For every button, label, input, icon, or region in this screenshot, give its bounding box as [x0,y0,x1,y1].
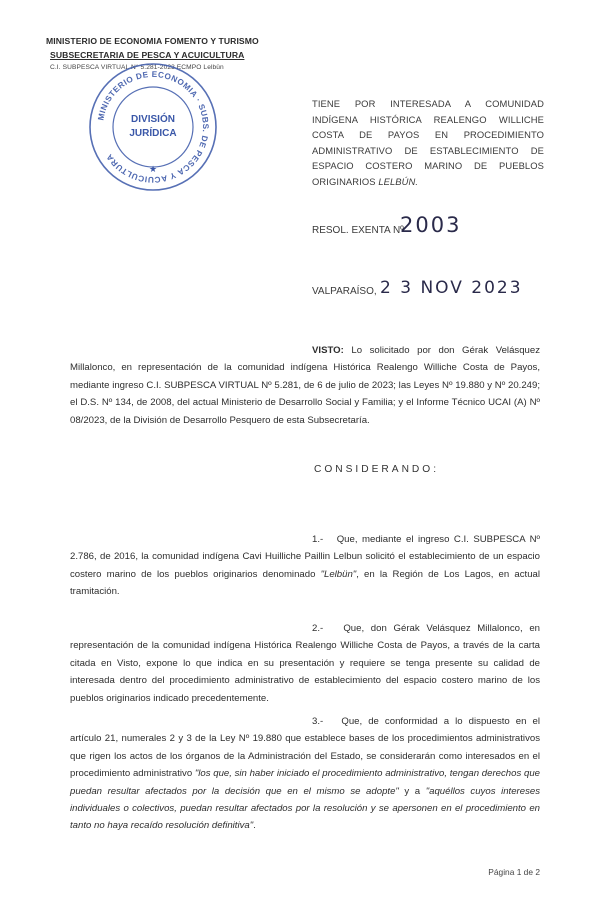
considerando-paragraph-2 [70,620,540,707]
dateline-place: VALPARAÍSO, [312,286,377,297]
paragraph-text: Que, mediante el ingreso C.I. SUBPESCA Nº 2.786, de 2016, la comunidad indígena Cavi Huilliche Paillin Lelbun solicitó el establecimiento de un espacio costero marino de los pueblos originarios denominado [70,534,540,580]
reference-line: C.I. SUBPESCA VIRTUAL N° 5.281-2023 ECMPO Lelbün [50,64,224,71]
stamp-ring-text: MINISTERIO DE ECONOMIA · SUBS. DE PESCA Y ACUICULTURA [96,69,211,185]
resolution-number: 2003 [400,213,462,237]
paragraph-text: Que, don Gérak Velásquez Millalonco, en representación de la comunidad indígena Histórica Realengo Williche Costa de Payos, a través de la carta citada en Visto, expone lo que indica en su presentación y requiere se tenga presente su calidad de interesada dentro del procedimiento administrativo de establecimiento del espacio costero marino de los pueblos originarios indicado precedentemente. [70,623,541,704]
stamp-center-line1: DIVISIÓN [131,114,175,125]
paragraph-text: , en la Región de Los Lagos, en actual tramitación. [70,568,540,598]
considerando-paragraph-1 [70,531,540,601]
stamp-center-line2: JURÍDICA [129,128,177,139]
paragraph-number: 2.- [312,623,324,634]
subject-place-name: LELBÚN. [378,175,419,187]
subject-text: TIENE POR INTERESADA A COMUNIDAD INDÍGENA HISTÓRICA REALENGO WILLICHE COSTA DE PAYOS EN PROCEDIMIENTO ADMINISTRATIVO DE ESTABLECIMIENTO DE ESPACIO COSTERO MARINO DE PUEBLOS ORIGINARIOS [312,98,544,187]
page-number: Página 1 de 2 [488,867,540,877]
paragraph-number: 3.- [312,716,324,727]
visto-text: Lo solicitado por don Gérak Velásquez Millalonco, en representación de la comunidad indígena Histórica Realengo Williche Costa de Payos, mediante ingreso C.I. SUBPESCA VIRTUAL Nº 5.281, de 6 de julio de 2023; las Leyes Nº 19.880 y Nº 20.249; el D.S. Nº 134, de 2008, del actual Ministerio de Desarrollo Social y Familia; y el Informe Técnico UCAI (A) Nº 08/2023, de la División de Desarrollo Pesquero de esta Subsecretaría. [70,345,540,426]
legal-quote: "los que, sin haber iniciado el procedimiento administrativo, tengan derechos que puedan resultar afectados por la decisión que en el mismo se adopte" [70,768,540,797]
ministry-header: MINISTERIO DE ECONOMIA FOMENTO Y TURISMO [46,36,259,46]
paragraph-text: . [253,820,256,832]
resolution-label: RESOL. EXENTA Nº [312,225,404,236]
dateline-date: 2 3 NOV 2023 [380,278,523,298]
subsecretaria-header: SUBSECRETARIA DE PESCA Y ACUICULTURA [50,50,245,60]
stamp-star-icon: ★ [148,164,158,174]
paragraph-text: Que, de conformidad a lo dispuesto en el artículo 21, numerales 2 y 3 de la Ley Nº 19.880 que establece bases de los procedimientos administrativos que rigen los actos de los órganos de la Administración del Estado, se considerarán como interesados en el procedimiento administrativo [70,716,540,780]
visto-label: VISTO: [312,345,344,356]
considerando-heading: CONSIDERANDO: [314,464,440,475]
division-juridica-stamp [86,60,220,194]
ecmpo-name: "Lelbün" [320,568,357,580]
paragraph-text: y a [398,785,426,797]
legal-quote: "aquéllos cuyos intereses individuales o colectivos, puedan resultar afectados por la resolución y se apersonen en el procedimiento en tanto no haya recaído resolución definitiva" [70,785,540,832]
paragraph-number: 1.- [312,534,324,545]
resolution-subject [312,96,544,189]
visto-paragraph [70,342,540,429]
considerando-paragraph-3 [70,713,540,835]
